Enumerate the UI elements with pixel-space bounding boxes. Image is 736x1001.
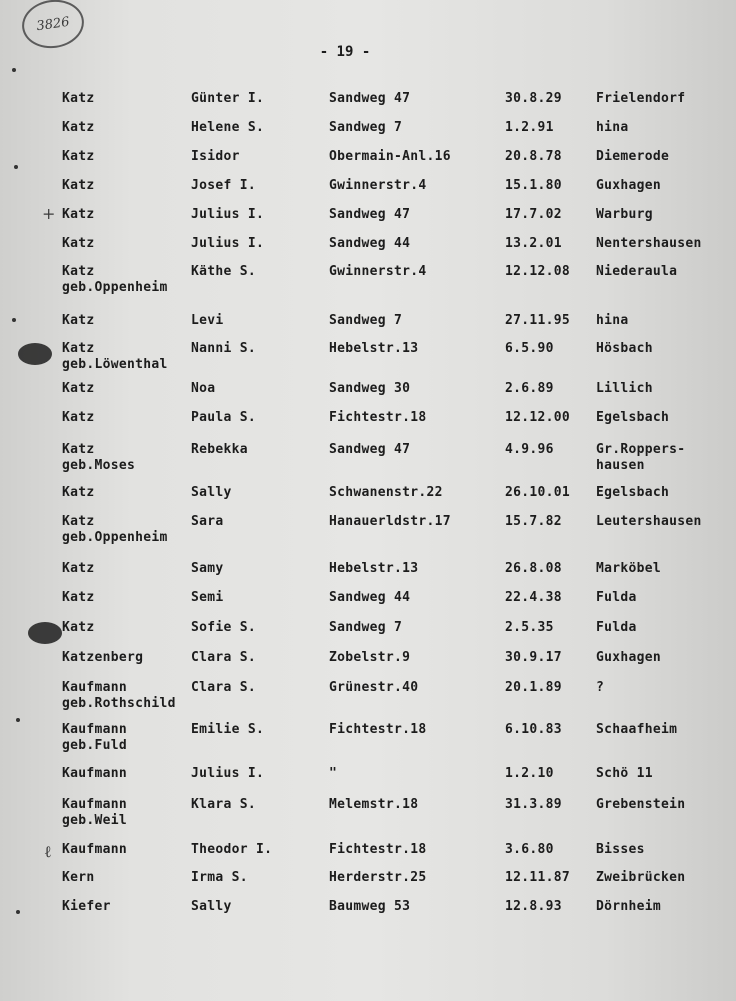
address-cell-text: Baumweg 53 <box>329 899 411 914</box>
given-name-cell <box>191 485 232 500</box>
given-name-cell-text: Noa <box>191 381 216 396</box>
address-cell-text: Sandweg 47 <box>329 91 411 106</box>
surname-cell <box>62 410 95 425</box>
given-name-cell <box>191 870 248 885</box>
surname-cell-text: Katz <box>62 120 95 135</box>
address-cell <box>329 485 443 500</box>
address-cell-text: Sandweg 30 <box>329 381 411 396</box>
surname-cell <box>62 313 95 328</box>
birthplace-cell-text: ? <box>596 680 605 695</box>
birth-date-cell-text: 13.2.01 <box>505 236 562 251</box>
birthplace-cell-text: Zweibrücken <box>596 870 686 885</box>
birth-date-cell-text: 12.12.08 <box>505 264 571 279</box>
surname-cell-text: Kaufmann <box>62 842 128 857</box>
surname-cell <box>62 620 95 635</box>
given-name-cell-text: Isidor <box>191 149 240 164</box>
address-cell <box>329 149 451 164</box>
surname-cell-second-line: geb.Rothschild <box>62 696 176 711</box>
surname-cell-second-line: geb.Moses <box>62 458 136 473</box>
birthplace-cell <box>596 178 661 193</box>
table-row <box>0 680 736 716</box>
birthplace-cell <box>596 485 669 500</box>
address-cell-text: Zobelstr.9 <box>329 650 411 665</box>
birth-date-cell-text: 30.8.29 <box>505 91 562 106</box>
surname-cell-text: Katz <box>62 410 95 425</box>
given-name-cell-text: Semi <box>191 590 224 605</box>
given-name-cell-text: Clara S. <box>191 650 257 665</box>
birth-date-cell <box>505 207 562 222</box>
given-name-cell <box>191 149 240 164</box>
address-cell <box>329 341 418 356</box>
address-cell-text: Herderstr.25 <box>329 870 427 885</box>
address-cell-text: Melemstr.18 <box>329 797 419 812</box>
birthplace-cell-text: Gr.Roppers- <box>596 442 686 457</box>
birth-date-cell-text: 12.8.93 <box>505 899 562 914</box>
birth-date-cell-text: 3.6.80 <box>505 842 554 857</box>
given-name-cell-text: Sara <box>191 514 224 529</box>
birth-date-cell <box>505 381 554 396</box>
surname-cell-text: Kaufmann <box>62 722 128 737</box>
surname-cell-text: Katz <box>62 341 95 356</box>
given-name-cell <box>191 410 256 425</box>
birth-date-cell <box>505 264 570 279</box>
given-name-cell <box>191 899 232 914</box>
surname-cell <box>62 590 95 605</box>
given-name-cell <box>191 442 248 457</box>
surname-cell-text: Katz <box>62 236 95 251</box>
address-cell-text: Sandweg 44 <box>329 590 411 605</box>
surname-cell <box>62 236 95 251</box>
surname-cell <box>62 680 176 711</box>
birth-date-cell <box>505 91 562 106</box>
given-name-cell <box>191 842 272 857</box>
birthplace-cell <box>596 650 661 665</box>
birthplace-cell <box>596 120 629 135</box>
given-name-cell <box>191 680 256 695</box>
address-cell <box>329 313 402 328</box>
surname-cell <box>62 120 95 135</box>
given-name-cell-text: Clara S. <box>191 680 257 695</box>
margin-mark <box>12 68 16 72</box>
surname-cell <box>62 766 127 781</box>
surname-cell <box>62 264 168 295</box>
birth-date-cell-text: 2.5.35 <box>505 620 554 635</box>
page-number: - 19 - <box>319 44 371 60</box>
address-cell <box>329 91 410 106</box>
address-cell <box>329 620 402 635</box>
address-cell <box>329 207 410 222</box>
birthplace-cell <box>596 680 604 695</box>
given-name-cell <box>191 236 264 251</box>
surname-cell <box>62 899 111 914</box>
birth-date-cell-text: 4.9.96 <box>505 442 554 457</box>
given-name-cell <box>191 91 264 106</box>
birth-date-cell-text: 6.10.83 <box>505 722 562 737</box>
surname-cell <box>62 514 168 545</box>
given-name-cell-text: Josef I. <box>191 178 257 193</box>
table-row <box>0 341 736 377</box>
surname-cell <box>62 149 95 164</box>
surname-cell-text: Kern <box>62 870 95 885</box>
address-cell <box>329 722 427 737</box>
birthplace-cell-text: Bisses <box>596 842 645 857</box>
given-name-cell-text: Julius I. <box>191 236 265 251</box>
birthplace-cell-text: Lillich <box>596 381 653 396</box>
given-name-cell-text: Emilie S. <box>191 722 265 737</box>
birth-date-cell-text: 12.11.87 <box>505 870 571 885</box>
birthplace-cell-text: Egelsbach <box>596 485 670 500</box>
birthplace-cell-text: Niederaula <box>596 264 678 279</box>
archive-stamp-number: 3826 <box>35 14 71 34</box>
birthplace-cell <box>596 842 645 857</box>
given-name-cell-text: Levi <box>191 313 224 328</box>
birth-date-cell <box>505 680 562 695</box>
surname-cell-text: Kaufmann <box>62 680 128 695</box>
address-cell <box>329 120 402 135</box>
address-cell-text: Sandweg 44 <box>329 236 411 251</box>
address-cell-text: Fichtestr.18 <box>329 722 427 737</box>
birth-date-cell <box>505 842 554 857</box>
address-cell-text: Fichtestr.18 <box>329 410 427 425</box>
surname-cell-text: Katz <box>62 590 95 605</box>
surname-cell-text: Katz <box>62 207 95 222</box>
surname-cell-second-line: geb.Weil <box>62 813 128 828</box>
birthplace-cell-text: Nentershausen <box>596 236 702 251</box>
birthplace-cell <box>596 207 653 222</box>
address-cell-text: Obermain-Anl.16 <box>329 149 451 164</box>
given-name-cell <box>191 120 264 135</box>
birthplace-cell <box>596 766 653 781</box>
surname-cell-text: Kaufmann <box>62 766 128 781</box>
address-cell <box>329 236 410 251</box>
surname-cell <box>62 485 95 500</box>
birth-date-cell-text: 27.11.95 <box>505 313 571 328</box>
surname-cell-text: Kiefer <box>62 899 111 914</box>
table-row <box>0 264 736 300</box>
birth-date-cell-text: 26.10.01 <box>505 485 571 500</box>
birth-date-cell-text: 1.2.91 <box>505 120 554 135</box>
birthplace-cell <box>596 561 661 576</box>
birthplace-cell-text: Dörnheim <box>596 899 662 914</box>
birthplace-cell-second-line: hausen <box>596 458 645 473</box>
birth-date-cell <box>505 485 570 500</box>
birth-date-cell <box>505 870 570 885</box>
given-name-cell-text: Klara S. <box>191 797 257 812</box>
birthplace-cell <box>596 442 685 473</box>
birthplace-cell-text: Marköbel <box>596 561 662 576</box>
given-name-cell <box>191 341 256 356</box>
surname-cell-second-line: geb.Oppenheim <box>62 530 168 545</box>
given-name-cell <box>191 766 264 781</box>
given-name-cell <box>191 178 256 193</box>
given-name-cell-text: Julius I. <box>191 207 265 222</box>
address-cell <box>329 870 427 885</box>
birthplace-cell <box>596 620 637 635</box>
address-cell-text: Hanauerldstr.17 <box>329 514 451 529</box>
surname-cell <box>62 442 135 473</box>
surname-cell-text: Katz <box>62 91 95 106</box>
surname-cell-text: Katz <box>62 149 95 164</box>
table-row <box>0 514 736 550</box>
address-cell <box>329 680 418 695</box>
surname-cell-text: Katz <box>62 381 95 396</box>
given-name-cell <box>191 381 215 396</box>
address-cell-text: Gwinnerstr.4 <box>329 178 427 193</box>
birth-date-cell <box>505 797 562 812</box>
birth-date-cell <box>505 313 570 328</box>
birth-date-cell <box>505 341 554 356</box>
given-name-cell-text: Samy <box>191 561 224 576</box>
given-name-cell <box>191 797 256 812</box>
birth-date-cell <box>505 561 562 576</box>
birthplace-cell-text: Warburg <box>596 207 653 222</box>
table-row <box>0 797 736 833</box>
birth-date-cell <box>505 620 554 635</box>
pencil-tick-mark: + <box>42 204 56 223</box>
birthplace-cell <box>596 797 685 812</box>
address-cell-text: Sandweg 47 <box>329 442 411 457</box>
birthplace-cell-text: Guxhagen <box>596 650 662 665</box>
surname-cell-text: Katz <box>62 178 95 193</box>
address-cell <box>329 410 427 425</box>
birth-date-cell-text: 12.12.00 <box>505 410 571 425</box>
birth-date-cell <box>505 236 562 251</box>
address-cell-text: Gwinnerstr.4 <box>329 264 427 279</box>
birthplace-cell-text: hina <box>596 120 629 135</box>
given-name-cell-text: Paula S. <box>191 410 257 425</box>
surname-cell <box>62 797 127 828</box>
given-name-cell-text: Sally <box>191 899 232 914</box>
table-row <box>0 410 736 446</box>
surname-cell-second-line: geb.Oppenheim <box>62 280 168 295</box>
given-name-cell-text: Rebekka <box>191 442 248 457</box>
given-name-cell-text: Günter I. <box>191 91 265 106</box>
birth-date-cell-text: 6.5.90 <box>505 341 554 356</box>
given-name-cell-text: Nanni S. <box>191 341 257 356</box>
surname-cell <box>62 842 127 857</box>
address-cell <box>329 561 418 576</box>
given-name-cell <box>191 650 256 665</box>
address-cell <box>329 264 427 279</box>
birthplace-cell-text: Fulda <box>596 590 637 605</box>
surname-cell-text: Katz <box>62 561 95 576</box>
surname-cell-second-line: geb.Löwenthal <box>62 357 168 372</box>
address-cell <box>329 766 337 781</box>
birth-date-cell <box>505 410 570 425</box>
surname-cell <box>62 207 95 222</box>
birthplace-cell <box>596 722 677 737</box>
given-name-cell-text: Sofie S. <box>191 620 257 635</box>
birth-date-cell-text: 17.7.02 <box>505 207 562 222</box>
birth-date-cell <box>505 590 562 605</box>
birthplace-cell <box>596 381 653 396</box>
birthplace-cell-text: Frielendorf <box>596 91 686 106</box>
birthplace-cell <box>596 313 629 328</box>
surname-cell-text: Katz <box>62 313 95 328</box>
surname-cell-text: Katz <box>62 485 95 500</box>
address-cell <box>329 899 410 914</box>
birthplace-cell-text: Fulda <box>596 620 637 635</box>
given-name-cell <box>191 590 224 605</box>
birth-date-cell-text: 26.8.08 <box>505 561 562 576</box>
birthplace-cell <box>596 236 702 251</box>
given-name-cell-text: Theodor I. <box>191 842 273 857</box>
surname-cell <box>62 178 95 193</box>
birth-date-cell <box>505 650 562 665</box>
birth-date-cell-text: 31.3.89 <box>505 797 562 812</box>
surname-cell <box>62 341 168 372</box>
table-row <box>0 722 736 758</box>
surname-cell-text: Kaufmann <box>62 797 128 812</box>
address-cell-text: Sandweg 7 <box>329 620 403 635</box>
address-cell-text: Hebelstr.13 <box>329 341 419 356</box>
address-cell <box>329 442 410 457</box>
birth-date-cell <box>505 149 562 164</box>
table-row <box>0 442 736 478</box>
birth-date-cell <box>505 120 554 135</box>
birth-date-cell <box>505 766 554 781</box>
address-cell-text: Fichtestr.18 <box>329 842 427 857</box>
birthplace-cell <box>596 870 685 885</box>
surname-cell-text: Katz <box>62 620 95 635</box>
birthplace-cell-text: Schaafheim <box>596 722 678 737</box>
surname-cell <box>62 722 127 753</box>
surname-cell-text: Katzenberg <box>62 650 144 665</box>
birth-date-cell-text: 2.6.89 <box>505 381 554 396</box>
birthplace-cell <box>596 514 702 529</box>
address-cell <box>329 650 410 665</box>
given-name-cell-text: Julius I. <box>191 766 265 781</box>
birthplace-cell-text: Diemerode <box>596 149 670 164</box>
address-cell <box>329 178 427 193</box>
given-name-cell-text: Irma S. <box>191 870 248 885</box>
address-cell-text: " <box>329 766 338 781</box>
birth-date-cell-text: 1.2.10 <box>505 766 554 781</box>
birthplace-cell-text: Leutershausen <box>596 514 702 529</box>
given-name-cell <box>191 514 224 529</box>
given-name-cell-text: Helene S. <box>191 120 265 135</box>
birthplace-cell-text: Grebenstein <box>596 797 686 812</box>
address-cell-text: Grünestr.40 <box>329 680 419 695</box>
table-row <box>0 899 736 935</box>
birth-date-cell-text: 22.4.38 <box>505 590 562 605</box>
given-name-cell <box>191 313 224 328</box>
birthplace-cell <box>596 149 669 164</box>
birthplace-cell <box>596 91 685 106</box>
address-cell-text: Sandweg 7 <box>329 313 403 328</box>
surname-cell-text: Katz <box>62 514 95 529</box>
birth-date-cell <box>505 178 562 193</box>
given-name-cell <box>191 264 256 279</box>
birthplace-cell-text: Hösbach <box>596 341 653 356</box>
birthplace-cell <box>596 590 637 605</box>
birth-date-cell-text: 20.1.89 <box>505 680 562 695</box>
birthplace-cell <box>596 341 653 356</box>
birth-date-cell <box>505 442 554 457</box>
address-cell <box>329 842 427 857</box>
surname-cell <box>62 91 95 106</box>
given-name-cell-text: Sally <box>191 485 232 500</box>
address-cell <box>329 381 410 396</box>
birth-date-cell-text: 15.7.82 <box>505 514 562 529</box>
surname-cell-text: Katz <box>62 264 95 279</box>
birthplace-cell <box>596 410 669 425</box>
birthplace-cell-text: Guxhagen <box>596 178 662 193</box>
given-name-cell <box>191 620 256 635</box>
surname-cell <box>62 561 95 576</box>
given-name-cell <box>191 561 224 576</box>
address-cell-text: Sandweg 47 <box>329 207 411 222</box>
surname-cell <box>62 650 143 665</box>
surname-cell <box>62 381 95 396</box>
address-cell <box>329 797 418 812</box>
birth-date-cell <box>505 514 562 529</box>
address-cell-text: Hebelstr.13 <box>329 561 419 576</box>
birthplace-cell <box>596 899 661 914</box>
birthplace-cell-text: hina <box>596 313 629 328</box>
address-cell-text: Schwanenstr.22 <box>329 485 443 500</box>
birth-date-cell <box>505 899 562 914</box>
birthplace-cell <box>596 264 677 279</box>
pencil-tick-mark: ℓ <box>44 842 52 861</box>
surname-cell-second-line: geb.Fuld <box>62 738 128 753</box>
address-cell <box>329 514 451 529</box>
given-name-cell <box>191 207 264 222</box>
surname-cell-text: Katz <box>62 442 95 457</box>
surname-cell <box>62 870 95 885</box>
address-cell-text: Sandweg 7 <box>329 120 403 135</box>
given-name-cell <box>191 722 264 737</box>
birthplace-cell-text: Egelsbach <box>596 410 670 425</box>
given-name-cell-text: Käthe S. <box>191 264 257 279</box>
birth-date-cell-text: 15.1.80 <box>505 178 562 193</box>
birth-date-cell-text: 20.8.78 <box>505 149 562 164</box>
birthplace-cell-text: Schö 11 <box>596 766 653 781</box>
address-cell <box>329 590 410 605</box>
birth-date-cell-text: 30.9.17 <box>505 650 562 665</box>
birth-date-cell <box>505 722 562 737</box>
